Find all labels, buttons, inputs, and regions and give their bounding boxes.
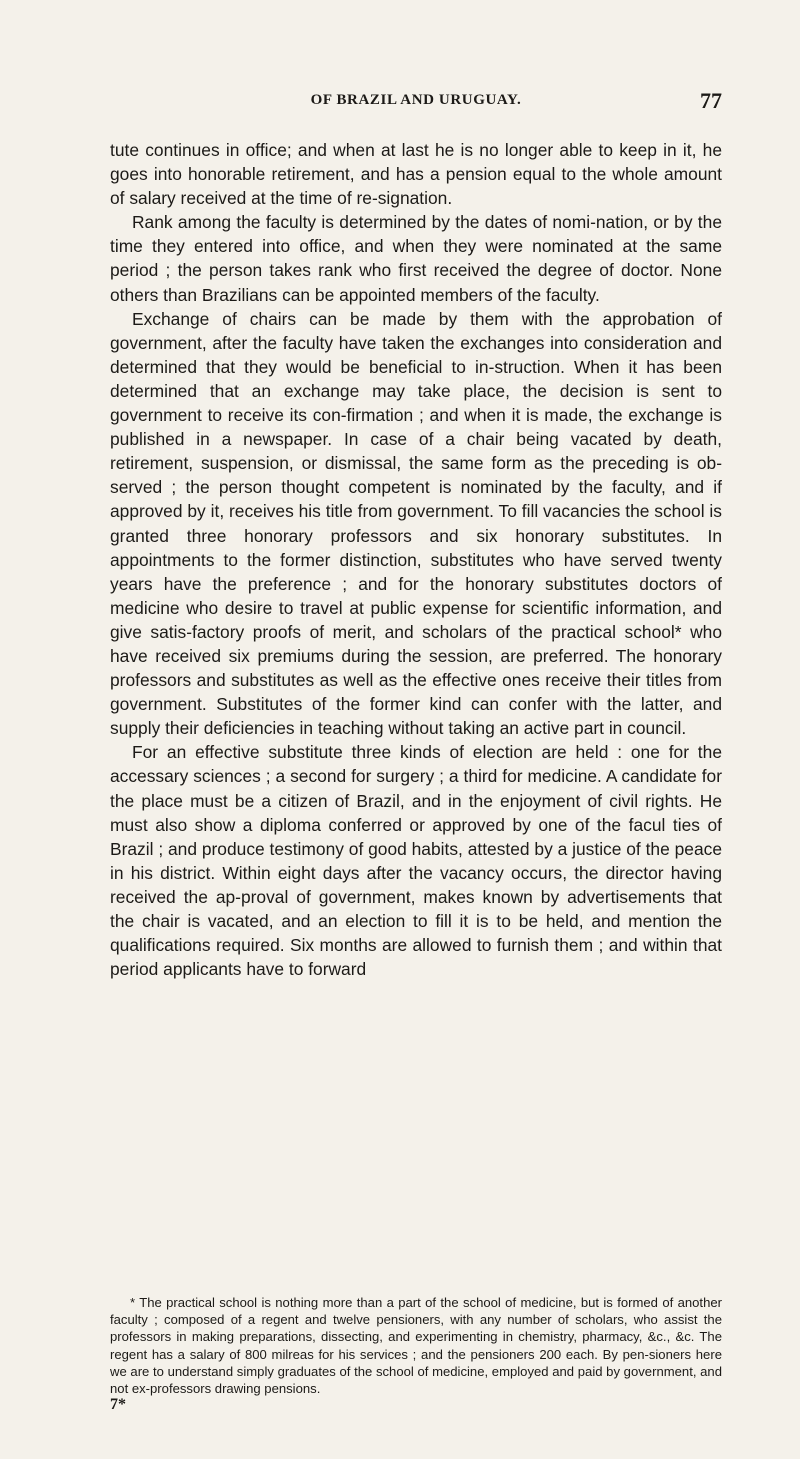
body-text — [110, 138, 722, 981]
paragraph-4: For an effective substitute three kinds of election are held : one for the accessary sciences ; a second for surgery ; a third for medicine. A candidate for the place must be a citizen of Brazil, and in the enjoyment of civil rights. He must also show a diploma conferred or approved by one of the facul ties of Brazil ; and produce testimony of good habits, attested by a justice of the peace in his district. Within eight days after the vacancy occurs, the director having received the ap-proval of government, makes known by advertisements that the chair is vacated, and an election to fill it is to be held, and mention the qualifications required. Six months are allowed to furnish them ; and within that period applicants have to forward — [110, 742, 722, 980]
page-number: 77 — [700, 88, 722, 113]
paragraph-1: tute continues in office; and when at last he is no longer able to keep in it, he goes into honorable retirement, and has a pension equal to the whole amount of salary received at the time of re-signation. — [110, 140, 722, 209]
running-head — [110, 88, 722, 116]
running-title: OF BRAZIL AND URUGUAY. — [310, 92, 522, 108]
paragraph-2: Rank among the faculty is determined by the dates of nomi-nation, or by the time they entered into office, and when they were nominated at the same period ; the person takes rank who first received the degree of doctor. None others than Brazilians can be appointed members of the faculty. — [110, 212, 722, 305]
paragraph-3: Exchange of chairs can be made by them with the approbation of government, after the faculty have taken the exchanges into consideration and determined that they would be beneficial to in-struction. When it has been determined that an exchange may take place, the decision is sent to government to receive its con-firmation ; and when it is made, the exchange is published in a newspaper. In case of a chair being vacated by death, retirement, suspension, or dismissal, the same form as the preceding is ob-served ; the person thought competent is nominated by the faculty, and if approved by it, receives his title from government. To fill vacancies the school is granted three honorary professors and six honorary substitutes. In appointments to the former distinction, substitutes who have served twenty years have the preference ; and for the honorary substitutes doctors of medicine who desire to travel at public expense for scientific information, and give satis-factory proofs of merit, and scholars of the practical school* who have received six premiums during the session, are preferred. The honorary professors and substitutes as well as the effective ones receive their titles from government. Substitutes of the former kind can confer with the latter, and supply their deficiencies in teaching without taking an active part in council. — [110, 308, 722, 739]
footnote: * The practical school is nothing more than a part of the school of medicine, but is formed of another faculty ; composed of a regent and twelve pensioners, with any number of scholars, who assist the professors in making preparations, dissecting, and experimenting in chemistry, pharmacy, &c., &c. The regent has a salary of 800 milreas for his services ; and the pensioners 200 each. By pen-sioners here we are to understand simply graduates of the school of medicine, employed and paid by government, and not ex-professors drawing pensions. — [110, 1295, 722, 1397]
signature-mark: 7* — [110, 1396, 126, 1413]
